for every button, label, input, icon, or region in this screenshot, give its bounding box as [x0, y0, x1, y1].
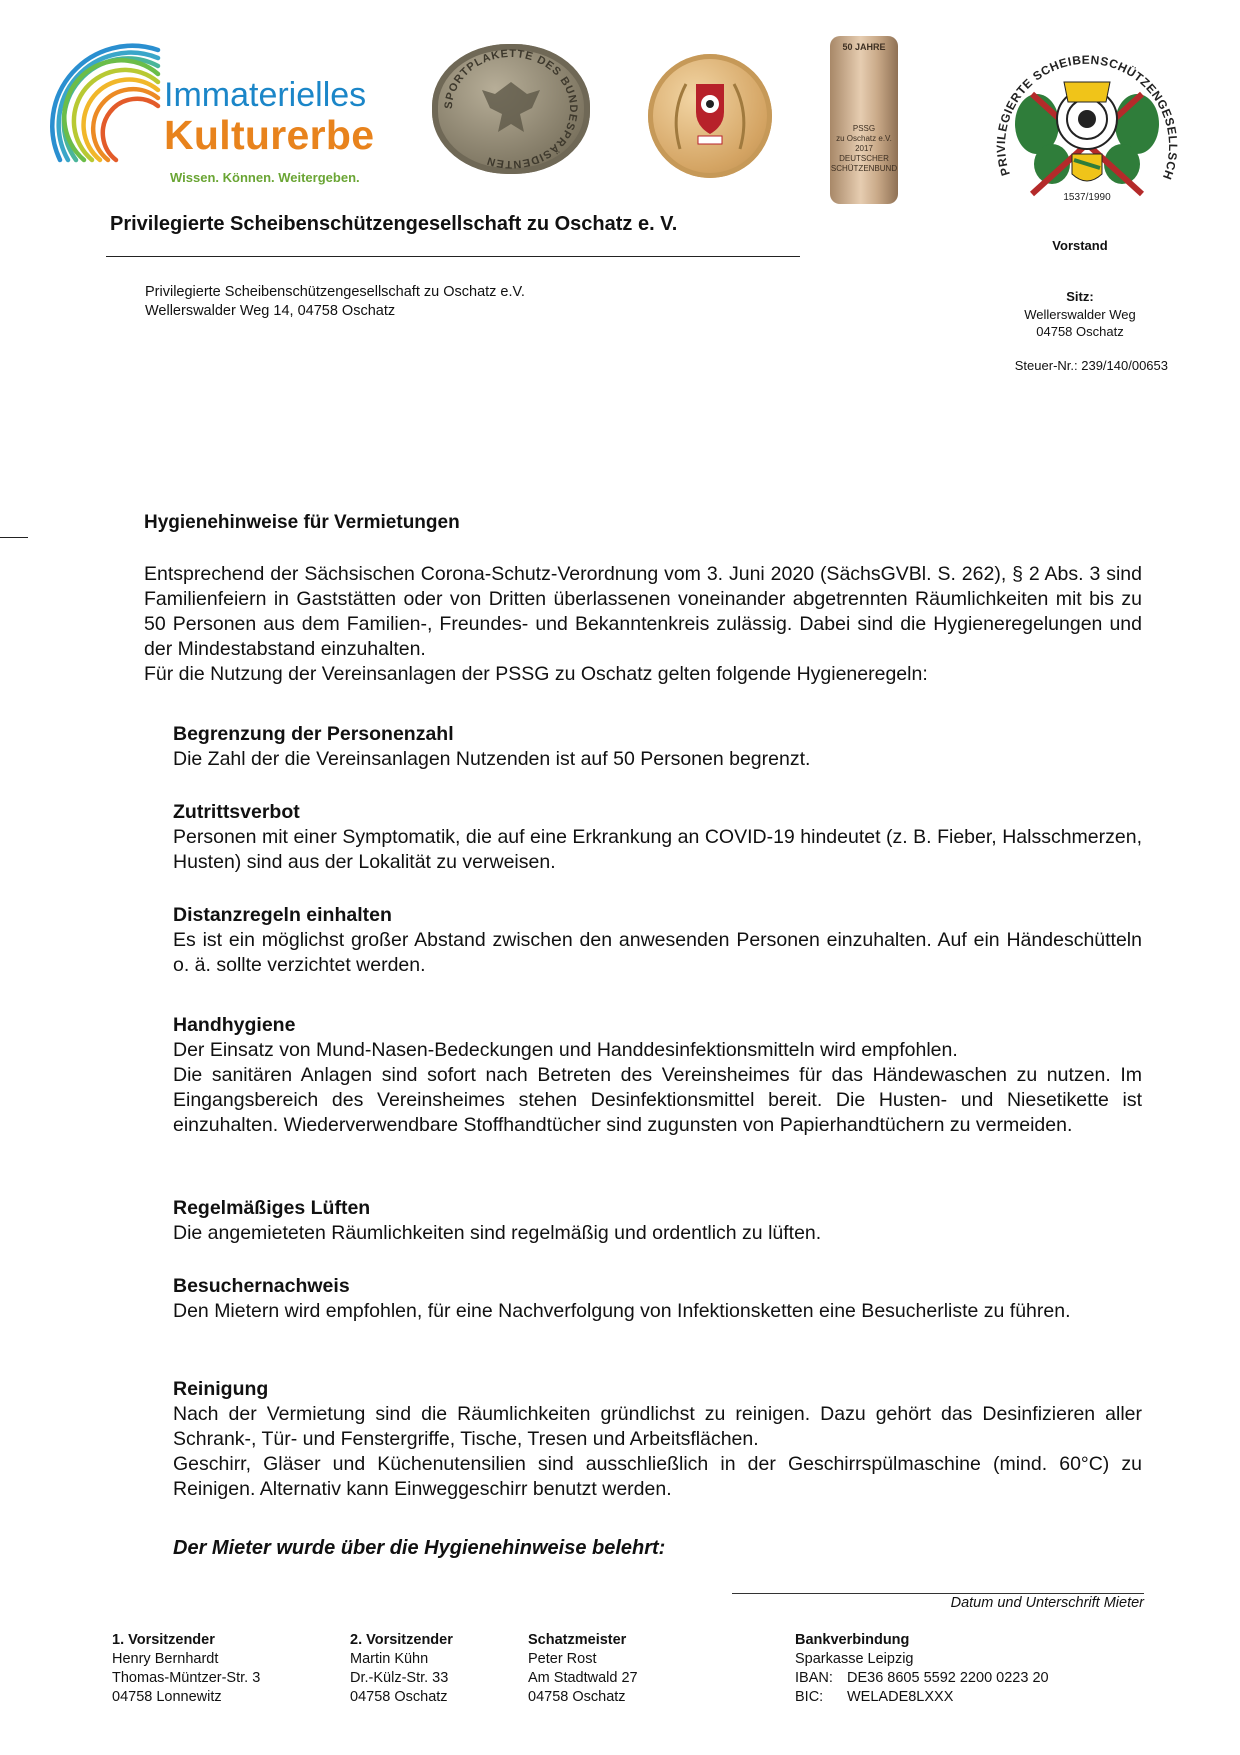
section-text: Es ist ein möglichst großer Abstand zwischen den anwesenden Personen einzuhalten. Auf ein Händeschütteln o. ä. sollte verzichtet werden.	[173, 929, 1142, 976]
seal-ring-text: PRIVILEGIERTE SCHEIBENSCHÜTZENGESELLSCH	[993, 52, 1181, 182]
eagle-emblem-icon	[432, 44, 590, 174]
section-heading: Begrenzung der Personenzahl	[173, 723, 454, 745]
organization-title: Privilegierte Scheibenschützengesellschaft zu Oschatz e. V.	[110, 213, 678, 235]
footer-chairman-2	[350, 1631, 453, 1707]
bank-name: Sparkasse Leipzig	[795, 1651, 914, 1667]
section-text: Die Zahl der die Vereinsanlagen Nutzenden ist auf 50 Personen begrenzt.	[173, 748, 811, 770]
plaque-year: 2017	[855, 144, 873, 153]
section-distanzregeln	[173, 903, 1142, 978]
ike-line1: Immaterielles	[164, 76, 367, 114]
section-heading: Zutrittsverbot	[173, 801, 300, 823]
section-heading: Reinigung	[173, 1378, 269, 1400]
document-title: Hygienehinweise für Vermietungen	[144, 512, 460, 533]
ike-slogan: Wissen. Können. Weitergeben.	[170, 170, 360, 185]
footer-treasurer	[528, 1631, 638, 1707]
gold-medal	[648, 54, 772, 178]
footer-line: 04758 Oschatz	[350, 1689, 448, 1705]
title-divider	[106, 256, 800, 257]
plaque-jahre: 50 JAHRE	[842, 42, 886, 52]
section-text: Die sanitären Anlagen sind sofort nach Betreten des Vereinsheimes für das Händewaschen zu nutzen. Im Eingangsbereich des Vereinsheimes stehen Desinfektionsmittel bereit. Die Husten- und Niesetikette ist einzuhalten. Wiederverwendbare Stoffhandtücher sind zugunsten von Papierhandtüchern zu vermeiden.	[173, 1064, 1142, 1136]
section-text: Den Mietern wird empfohlen, für eine Nachverfolgung von Infektionsketten eine Besucherliste zu führen.	[173, 1300, 1071, 1322]
sender-line-1: Privilegierte Scheibenschützengesellschaft zu Oschatz e.V.	[145, 284, 525, 300]
vorstand-label: Vorstand	[1052, 238, 1108, 253]
seal-years: 1537/1990	[1063, 192, 1111, 203]
footer-heading: 1. Vorsitzender	[112, 1632, 215, 1648]
footer-line: Thomas-Müntzer-Str. 3	[112, 1670, 261, 1686]
sitz-label: Sitz:	[1066, 289, 1094, 304]
medal-1-text: SPORTPLAKETTE DES BUNDESPRÄSIDENTEN	[442, 47, 580, 171]
footer-line: Dr.-Külz-Str. 33	[350, 1670, 449, 1686]
intro-paragraph: Entsprechend der Sächsischen Corona-Schutz-Verordnung vom 3. Juni 2020 (SächsGVBl. S. 262), § 2 Abs. 3 sind Familienfeiern in Gaststätten oder von Dritten überlassenen voneinander abgetrennten Räumlichkeiten mit bis zu 50 Personen aus dem Familien-, Freundes- und Bekanntenkreis zulässig. Dabei sind die Hygieneregelungen und der Mindestabstand einzuhalten.	[144, 563, 1142, 660]
footer-line: Martin Kühn	[350, 1651, 429, 1667]
fold-mark	[0, 537, 28, 538]
section-zutrittsverbot	[173, 800, 1142, 875]
footer-heading: 2. Vorsitzender	[350, 1632, 453, 1648]
intro-paragraph-2: Für die Nutzung der Vereinsanlagen der PSSG zu Oschatz gelten folgende Hygieneregeln:	[144, 663, 928, 685]
immaterielles-kulturerbe-logo	[40, 30, 400, 190]
section-text: Geschirr, Gläser und Küchenutensilien sind ausschließlich in der Geschirrspülmaschine (mind. 60°C) zu Reinigen. Alternativ kann Einweggeschirr benutzt werden.	[173, 1453, 1142, 1500]
footer-line: 04758 Lonnewitz	[112, 1689, 222, 1705]
plaque-schuetzenbund: SCHÜTZENBUND	[830, 164, 898, 173]
bic-label: BIC:	[795, 1689, 824, 1705]
footer-bank	[795, 1631, 1049, 1707]
signature-line[interactable]	[732, 1593, 1144, 1594]
section-text: Personen mit einer Symptomatik, die auf eine Erkrankung an COVID-19 hindeutet (z. B. Fieber, Halsschmerzen, Husten) sind aus der Lokalität zu verweisen.	[173, 826, 1142, 873]
section-heading: Handhygiene	[173, 1014, 296, 1036]
footer-line: Henry Bernhardt	[112, 1651, 219, 1667]
plaque-deutscher: DEUTSCHER	[839, 154, 889, 163]
section-text: Nach der Vermietung sind die Räumlichkeiten gründlichst zu reinigen. Dazu gehört das Desinfizieren aller Schrank-, Tür- und Fenstergriffe, Tische, Tresen und Arbeitsflächen.	[173, 1403, 1142, 1450]
section-heading: Regelmäßiges Lüften	[173, 1197, 371, 1219]
section-text: Die angemieteten Räumlichkeiten sind regelmäßig und ordentlich zu lüften.	[173, 1222, 822, 1244]
iban-value: DE36 8605 5592 2200 0223 20	[847, 1670, 1049, 1686]
section-heading: Distanzregeln einhalten	[173, 904, 392, 926]
section-reinigung	[173, 1377, 1142, 1502]
bic-row	[795, 1688, 1049, 1707]
sitz-city: 04758 Oschatz	[1036, 324, 1124, 339]
section-heading: Besuchernachweis	[173, 1275, 350, 1297]
iban-row	[795, 1669, 1049, 1688]
section-lueften	[173, 1196, 1142, 1246]
section-handhygiene	[173, 1013, 1142, 1138]
sender-line-2: Wellerswalder Weg 14, 04758 Oschatz	[145, 303, 396, 319]
bic-value: WELADE8LXXX	[847, 1689, 954, 1705]
section-personenzahl	[173, 722, 1142, 772]
signature-label: Datum und Unterschrift Mieter	[950, 1595, 1144, 1611]
footer-chairman-1	[112, 1631, 260, 1707]
footer-line: 04758 Oschatz	[528, 1689, 626, 1705]
club-seal-logo	[982, 24, 1192, 224]
sportplakette-medal	[432, 44, 590, 174]
rainbow-arcs-icon	[40, 30, 180, 190]
footer-line: Peter Rost	[528, 1651, 597, 1667]
section-besuchernachweis	[173, 1274, 1142, 1324]
plaque-oschatz: zu Oschatz e.V.	[836, 134, 892, 143]
tax-number: Steuer-Nr.: 239/140/00653	[1014, 358, 1168, 373]
footer-line: Am Stadtwald 27	[528, 1670, 638, 1686]
section-text: Der Einsatz von Mund-Nasen-Bedeckungen und Handdesinfektionsmitteln wird empfohlen.	[173, 1039, 958, 1061]
ike-line2: Kulturerbe	[164, 112, 375, 158]
footer-heading: Schatzmeister	[528, 1632, 627, 1648]
tenant-instructed-statement: Der Mieter wurde über die Hygienehinweise belehrt:	[173, 1537, 666, 1559]
anniversary-plaque	[830, 36, 898, 204]
plaque-pssg: PSSG	[852, 124, 876, 133]
club-seal-icon	[982, 24, 1192, 224]
sitz-street: Wellerswalder Weg	[1024, 307, 1136, 322]
target-shield-icon	[648, 54, 772, 178]
footer-heading: Bankverbindung	[795, 1632, 910, 1648]
iban-label: IBAN:	[795, 1670, 833, 1686]
